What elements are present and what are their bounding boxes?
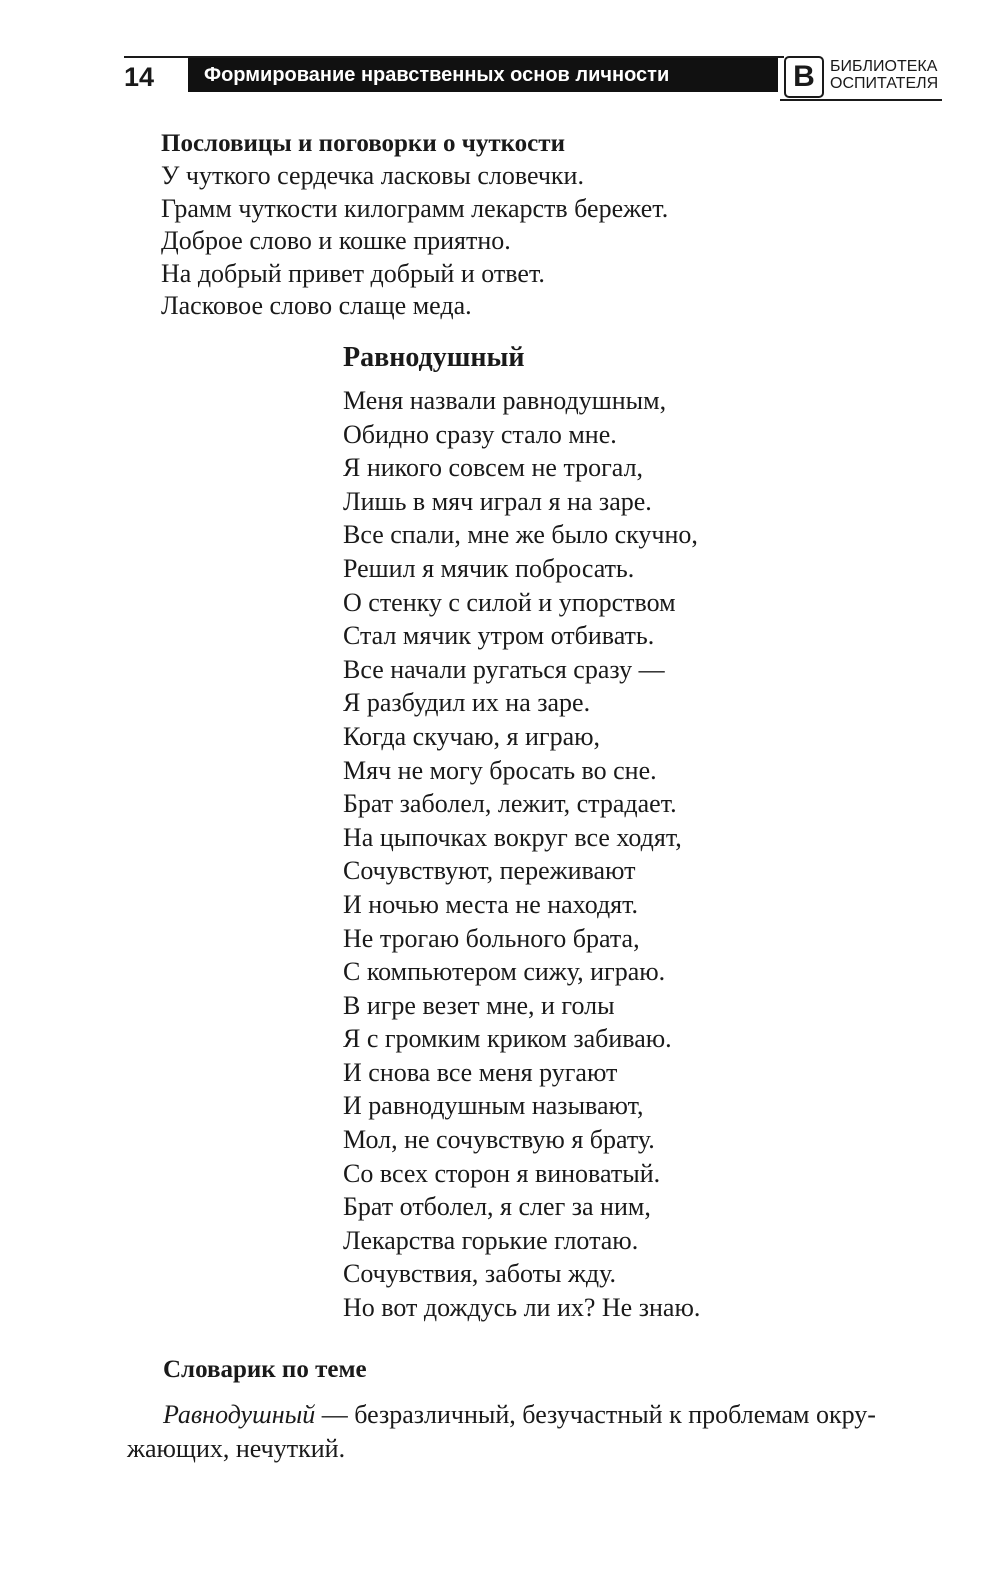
- poem-line: Стал мячик утром отбивать.: [343, 621, 655, 651]
- chapter-title: Формирование нравственных основ личности: [188, 58, 778, 92]
- poem-line: Решил я мячик побросать.: [343, 553, 635, 583]
- poem-line: Лишь в мяч играл я на заре.: [343, 486, 652, 516]
- proverbs-title: Пословицы и поговорки о чуткости: [161, 130, 565, 157]
- poem-line: Когда скучаю, я играю,: [343, 721, 601, 751]
- poem-line: Но вот дождусь ли их? Не знаю.: [343, 1293, 701, 1323]
- glossary-definition-line1: [127, 1398, 957, 1432]
- glossary-term: Равнодушный: [163, 1400, 316, 1429]
- series-logo-line1: БИБЛИОТЕКА: [830, 58, 938, 75]
- glossary-definition-text: — безразличный, безучастный к проблемам окру-: [315, 1400, 876, 1429]
- glossary-title: [163, 1354, 367, 1386]
- poem-line: Сочувствуют, переживают: [343, 856, 636, 886]
- poem-line: Меня назвали равнодушным,: [343, 386, 667, 415]
- poem-line: Со всех сторон я виноватый.: [343, 1158, 661, 1188]
- proverbs-section: [161, 128, 668, 323]
- glossary-definition: [127, 1398, 957, 1466]
- poem-line: И ночью места не находят.: [343, 889, 639, 919]
- poem-line: Я с громким криком забиваю.: [343, 1024, 672, 1054]
- glossary-definition-line2: жающих, нечуткий.: [127, 1434, 346, 1463]
- series-logo-line2: ОСПИТАТЕЛЯ: [830, 75, 939, 92]
- logo-rule: [780, 99, 942, 101]
- poem-body: [343, 384, 700, 1325]
- proverb-line: На добрый привет добрый и ответ.: [161, 258, 545, 288]
- poem-line: И снова все меня ругают: [343, 1057, 618, 1087]
- poem-line: На цыпочках вокруг все ходят,: [343, 822, 682, 852]
- poem-line: Мол, не сочувствую я брату.: [343, 1125, 655, 1155]
- poem-line: О стенку с силой и упорством: [343, 587, 676, 617]
- poem-line: В игре везет мне, и голы: [343, 990, 615, 1020]
- poem-line: Все начали ругаться сразу —: [343, 654, 665, 684]
- poem-line: Брат отболел, я слег за ним,: [343, 1192, 651, 1222]
- poem-title: [343, 340, 524, 376]
- poem-line: Я разбудил их на заре.: [343, 688, 591, 718]
- page-number: 14: [124, 62, 155, 92]
- poem-title-text: Равнодушный: [343, 342, 525, 373]
- series-logo: В: [784, 56, 824, 98]
- poem-line: Сочувствия, заботы жду.: [343, 1259, 617, 1289]
- poem-line: Брат заболел, лежит, страдает.: [343, 789, 677, 819]
- proverb-line: Ласковое слово слаще меда.: [161, 291, 472, 320]
- glossary-title-text: Словарик по теме: [163, 1356, 367, 1383]
- proverb-line: Грамм чуткости килограмм лекарств бережет.: [161, 193, 669, 223]
- poem-line: Не трогаю больного брата,: [343, 923, 640, 953]
- poem-line: Лекарства горькие глотаю.: [343, 1225, 639, 1255]
- poem-line: Мяч не могу бросать во сне.: [343, 755, 657, 785]
- poem-line: С компьютером сижу, играю.: [343, 957, 666, 987]
- series-logo-text: [830, 58, 938, 92]
- poem-line: И равнодушным называют,: [343, 1091, 644, 1121]
- proverb-line: Доброе слово и кошке приятно.: [161, 226, 511, 255]
- poem-line: Обидно сразу стало мне.: [343, 419, 617, 449]
- proverb-line: У чуткого сердечка ласковы словечки.: [161, 161, 584, 190]
- poem-line: Я никого совсем не трогал,: [343, 453, 644, 483]
- poem-line: Все спали, мне же было скучно,: [343, 520, 698, 550]
